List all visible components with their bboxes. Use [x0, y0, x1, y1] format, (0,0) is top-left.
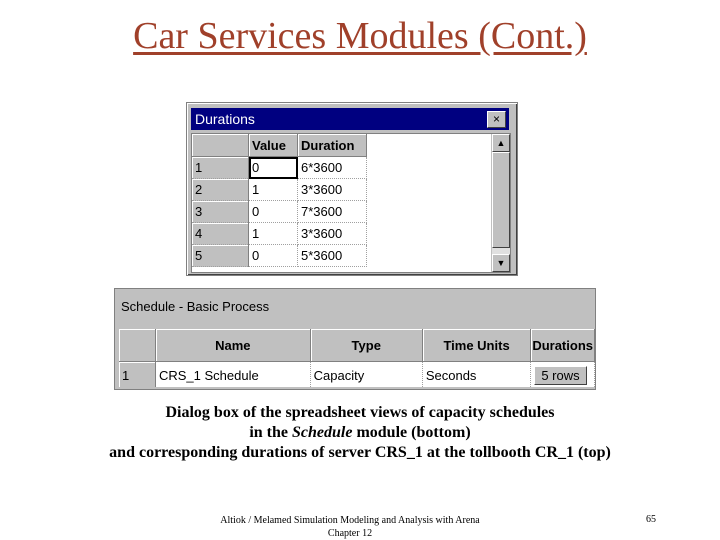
row-number[interactable]: 4	[192, 223, 249, 245]
column-header-type[interactable]: Type	[310, 329, 422, 362]
scroll-thumb[interactable]	[492, 152, 510, 248]
row-number[interactable]: 2	[192, 179, 249, 201]
time-units-cell[interactable]: Seconds	[422, 362, 530, 388]
value-cell[interactable]: 1	[249, 179, 298, 201]
type-cell[interactable]: Capacity	[310, 362, 422, 388]
caption-line-2-italic: Schedule	[292, 424, 353, 441]
table-row	[192, 223, 367, 245]
schedule-title: Schedule - Basic Process	[121, 299, 270, 314]
durations-title: Durations	[195, 111, 255, 127]
durations-grid	[191, 133, 511, 273]
scroll-up-icon[interactable]: ▲	[492, 134, 510, 152]
duration-cell[interactable]: 5*3600	[298, 245, 367, 267]
vertical-scrollbar[interactable]	[491, 134, 510, 272]
scroll-down-icon[interactable]: ▼	[492, 254, 510, 272]
value-cell[interactable]: 1	[249, 223, 298, 245]
caption-line-2-post: module (bottom)	[352, 424, 471, 441]
row-number[interactable]: 1	[192, 157, 249, 179]
durations-dialog	[186, 102, 518, 276]
table-row	[119, 362, 595, 388]
slide-title: Car Services Modules (Cont.)	[133, 15, 587, 57]
caption-line-3: and corresponding durations of server CRS_1 at the tollbooth CR_1 (top)	[109, 444, 611, 461]
durations-header-row	[192, 134, 367, 157]
footer-line-1: Altiok / Melamed Simulation Modeling and Analysis with Arena	[220, 515, 480, 526]
row-header-corner	[119, 329, 155, 362]
durations-rows-button[interactable]: 5 rows	[534, 366, 586, 385]
schedule-header-row	[119, 329, 595, 362]
caption-line-2-pre: in the	[249, 424, 292, 441]
caption-line-2	[0, 423, 720, 443]
row-number[interactable]: 3	[192, 201, 249, 223]
table-row	[192, 201, 367, 223]
durations-cell	[531, 362, 595, 388]
schedule-table	[119, 329, 595, 387]
column-header-name[interactable]: Name	[155, 329, 310, 362]
durations-titlebar[interactable]	[191, 108, 509, 130]
row-header-corner	[192, 134, 249, 157]
column-header-value[interactable]: Value	[249, 134, 298, 157]
value-cell[interactable]: 0	[249, 201, 298, 223]
page-number: 65	[646, 514, 656, 525]
caption-line-1: Dialog box of the spreadsheet views of capacity schedules	[165, 404, 555, 421]
column-header-durations[interactable]: Durations	[531, 329, 595, 362]
row-number[interactable]: 5	[192, 245, 249, 267]
duration-cell[interactable]: 7*3600	[298, 201, 367, 223]
table-row	[192, 245, 367, 267]
row-number[interactable]: 1	[119, 362, 155, 388]
name-cell[interactable]: CRS_1 Schedule	[155, 362, 310, 388]
value-cell[interactable]: 0	[249, 245, 298, 267]
column-header-duration[interactable]: Duration	[298, 134, 367, 157]
schedule-grid	[119, 329, 595, 387]
column-header-time-units[interactable]: Time Units	[422, 329, 530, 362]
durations-table	[192, 134, 367, 267]
footer-line-2: Chapter 12	[327, 528, 373, 539]
table-row	[192, 179, 367, 201]
slide-footer	[200, 514, 500, 540]
duration-cell[interactable]: 6*3600	[298, 157, 367, 179]
table-row	[192, 157, 367, 179]
value-cell[interactable]: 0	[249, 157, 298, 179]
duration-cell[interactable]: 3*3600	[298, 223, 367, 245]
duration-cell[interactable]: 3*3600	[298, 179, 367, 201]
close-icon[interactable]: ×	[487, 111, 506, 128]
slide-caption	[0, 403, 720, 463]
schedule-spreadsheet	[114, 288, 596, 390]
